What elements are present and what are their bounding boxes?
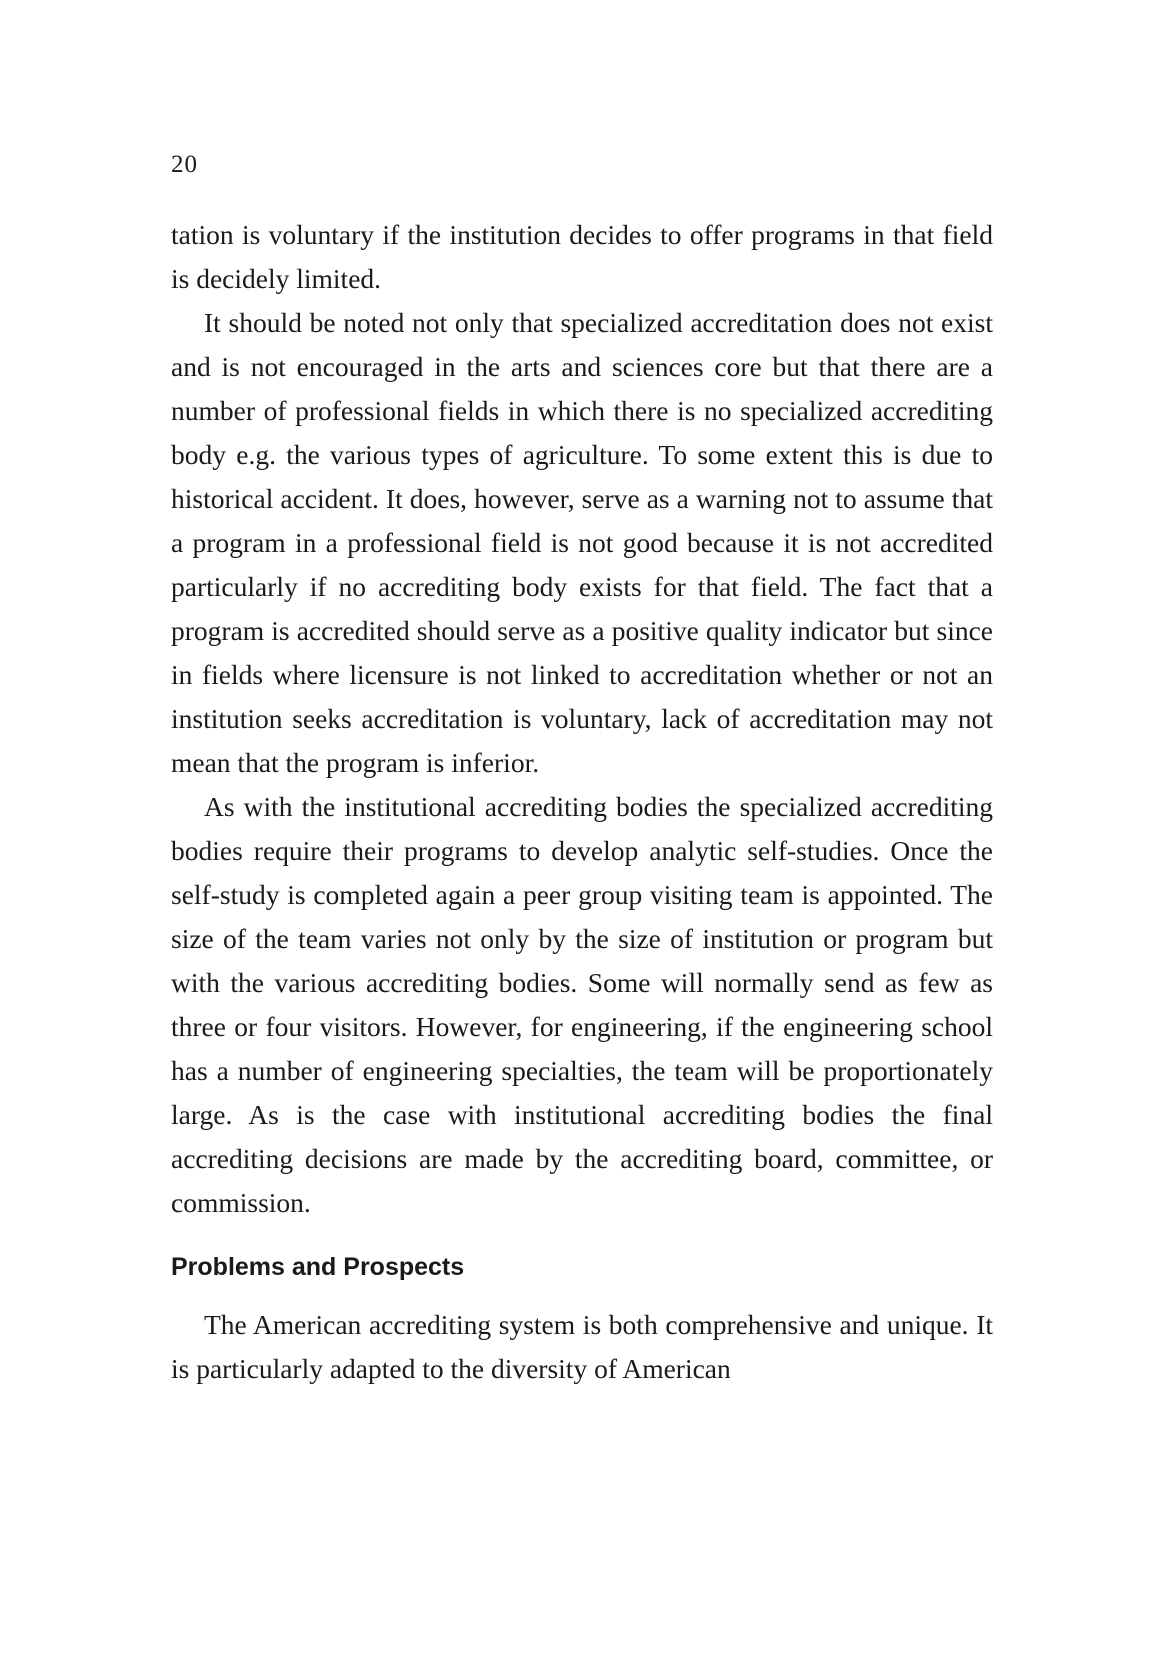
paragraph-continued: tation is voluntary if the institution decides to offer programs in that field is decidely limited. [171,219,993,294]
paragraph-american-system: The American accrediting system is both comprehensive and unique. It is particularly adapted to the diversity of American [171,1309,993,1384]
section-heading: Problems and Prospects [171,1253,465,1281]
body-text [171,213,993,1391]
paragraph-self-studies: As with the institutional accrediting bodies the specialized accrediting bodies require their programs to develop analytic self-studies. Once the self-study is completed again a peer group visiting team is appointed. The size of the team varies not only by the size of institution or program but with the various accrediting bodies. Some will normally send as few as three or four visitors. However, for engineering, if the engineering school has a number of engineering specialties, the team will be proportionately large. As is the case with institutional accrediting bodies the final accrediting decisions are made by the accrediting board, committee, or commission. [171,791,993,1218]
page-number: 20 [171,151,198,178]
paragraph-specialized-accreditation: It should be noted not only that specialized accreditation does not exist and is not encouraged in the arts and sciences core but that there are a number of professional fields in which there is no specialized accrediting body e.g. the various types of agriculture. To some extent this is due to historical accident. It does, however, serve as a warning not to assume that a program in a professional field is not good because it is not accredited particularly if no accrediting body exists for that field. The fact that a program is accredited should serve as a positive quality indicator but since in fields where licensure is not linked to accreditation whether or not an institution seeks accreditation is voluntary, lack of accreditation may not mean that the program is inferior. [171,307,993,778]
